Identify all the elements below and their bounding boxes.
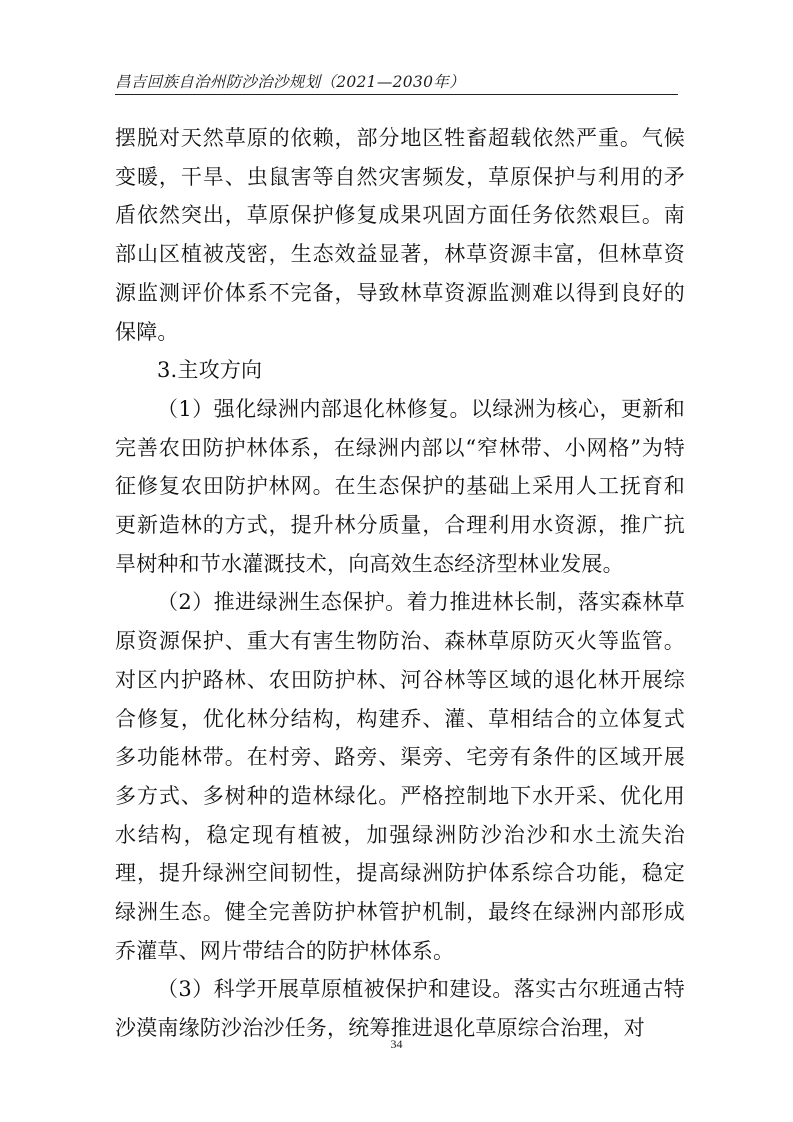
paragraph-continued: 摆脱对天然草原的依赖，部分地区牲畜超载依然严重。气候变暖，干旱、虫鼠害等自然灾害频发，草原保护与利用的矛盾依然突出，草原保护修复成果巩固方面任务依然艰巨。南部山区植被茂密，生态效益显著，林草资源丰富，但林草资源监测评价体系不完备，导致林草资源监测难以得到良好的保障。	[115, 126, 685, 344]
paragraph-item-2: （2）推进绿洲生态保护。着力推进林长制，落实森林草原资源保护、重大有害生物防治、森林草原防灭火等监管。对区内护路林、农田防护林、河谷林等区域的退化林开展综合修复，优化林分结构，构建乔、灌、草相结合的立体复式多功能林带。在村旁、路旁、渠旁、宅旁有条件的区域开展多方式、多树种的造林绿化。严格控制地下水开采、优化用水结构，稳定现有植被，加强绿洲防沙治沙和水土流失治理，提升绿洲空间韧性，提高绿洲防护体系综合功能，稳定绿洲生态。健全完善防护林管护机制，最终在绿洲内部形成乔灌草、网片带结合的防护林体系。	[115, 590, 685, 963]
section-heading-main-direction: 3.主攻方向	[157, 358, 263, 383]
header-title: 昌吉回族自治州防沙治沙规划（2021—2030年）	[115, 73, 465, 91]
running-header	[115, 64, 678, 95]
page-number: 34	[390, 1037, 403, 1051]
paragraph-item-3: （3）科学开展草原植被保护和建设。落实古尔班通古特沙漠南缘防沙治沙任务，统筹推进退化草原综合治理，对	[115, 977, 685, 1041]
paragraph-item-1: （1）强化绿洲内部退化林修复。以绿洲为核心，更新和完善农田防护林体系，在绿洲内部以“窄林带、小网格”为特征修复农田防护林网。在生态保护的基础上采用人工抚育和更新造林的方式，提升林分质量，合理利用水资源，推广抗旱树种和节水灌溉技术，向高效生态经济型林业发展。	[115, 396, 685, 576]
document-body	[115, 119, 685, 1048]
